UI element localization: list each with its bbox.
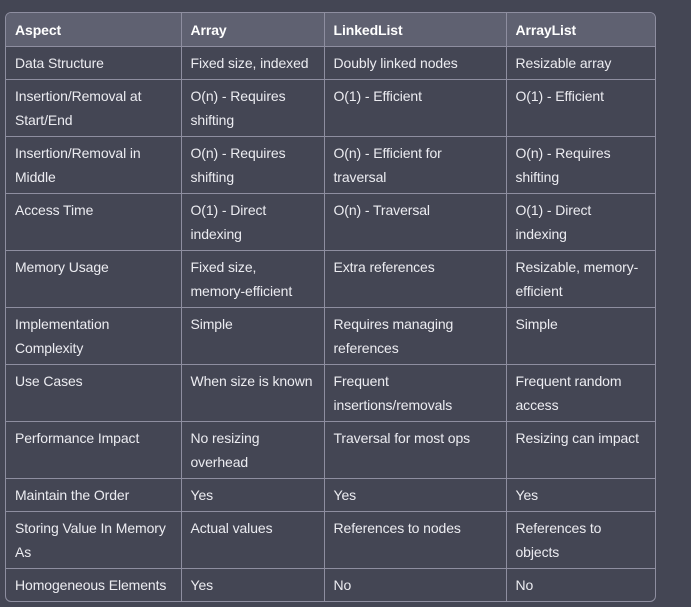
table-row	[6, 194, 655, 251]
table-row	[6, 47, 655, 80]
cell-arraylist: No	[515, 577, 534, 593]
cell-arraylist: O(n) - Requires shifting	[506, 137, 655, 194]
cell-linkedlist: Frequent insertions/removals	[324, 365, 506, 422]
cell-arraylist: Frequent random access	[506, 365, 655, 422]
cell-array: Fixed size, memory-efficient	[181, 251, 324, 308]
cell-linkedlist: References to nodes	[324, 512, 506, 569]
cell-linkedlist: O(n) - Traversal	[324, 194, 506, 251]
table-row	[6, 80, 655, 137]
cell-array: Actual values	[181, 512, 324, 569]
table-row	[6, 512, 655, 569]
cell-arraylist: Resizable array	[506, 47, 655, 80]
cell-aspect: Memory Usage	[6, 251, 181, 308]
table-row	[6, 137, 655, 194]
cell-aspect: Data Structure	[6, 47, 181, 80]
cell-array: When size is known	[181, 365, 324, 422]
cell-array: Yes	[181, 569, 324, 602]
cell-arraylist: Yes	[506, 479, 655, 512]
cell-arraylist: Resizable, memory-efficient	[506, 251, 655, 308]
cell-arraylist: O(1) - Direct indexing	[506, 194, 655, 251]
cell-aspect: Maintain the Order	[6, 479, 181, 512]
cell-linkedlist: Traversal for most ops	[324, 422, 506, 479]
header-aspect: Aspect	[6, 13, 181, 47]
table-row	[6, 365, 655, 422]
cell-aspect: Storing Value In Memory As	[6, 512, 181, 569]
cell-array: Yes	[181, 479, 324, 512]
cell-aspect: Insertion/Removal at Start/End	[6, 80, 181, 137]
table-header-row	[6, 13, 655, 47]
cell-aspect: Use Cases	[6, 365, 181, 422]
cell-linkedlist: O(1) - Efficient	[324, 80, 506, 137]
header-arraylist: ArrayList	[506, 13, 655, 47]
cell-aspect: Homogeneous Elements	[6, 569, 181, 602]
cell-array: O(n) - Requires shifting	[181, 137, 324, 194]
cell-arraylist: Simple	[506, 308, 655, 365]
cell-linkedlist: No	[324, 569, 506, 602]
cell-linkedlist: Yes	[324, 479, 506, 512]
comparison-table	[6, 13, 655, 601]
cell-array: Simple	[181, 308, 324, 365]
cell-aspect: Access Time	[6, 194, 181, 251]
table-row	[6, 422, 655, 479]
cell-aspect: Performance Impact	[6, 422, 181, 479]
table-row	[6, 569, 655, 602]
cell-array: Fixed size, indexed	[181, 47, 324, 80]
cell-arraylist: Resizing can impact	[506, 422, 655, 479]
header-array: Array	[181, 13, 324, 47]
cell-array: O(n) - Requires shifting	[181, 80, 324, 137]
header-linkedlist: LinkedList	[324, 13, 506, 47]
cell-linkedlist: Extra references	[324, 251, 506, 308]
comparison-table-container	[5, 12, 656, 602]
cell-arraylist: References to objects	[506, 512, 655, 569]
cell-aspect: Insertion/Removal in Middle	[6, 137, 181, 194]
cell-arraylist: O(1) - Efficient	[506, 80, 655, 137]
table-row	[6, 308, 655, 365]
table-row	[6, 479, 655, 512]
cell-array: O(1) - Direct indexing	[181, 194, 324, 251]
cell-array: No resizing overhead	[181, 422, 324, 479]
cell-linkedlist: Doubly linked nodes	[324, 47, 506, 80]
cell-linkedlist: Requires managing references	[324, 308, 506, 365]
table-row	[6, 251, 655, 308]
cell-aspect: Implementation Complexity	[6, 308, 181, 365]
cell-linkedlist: O(n) - Efficient for traversal	[324, 137, 506, 194]
